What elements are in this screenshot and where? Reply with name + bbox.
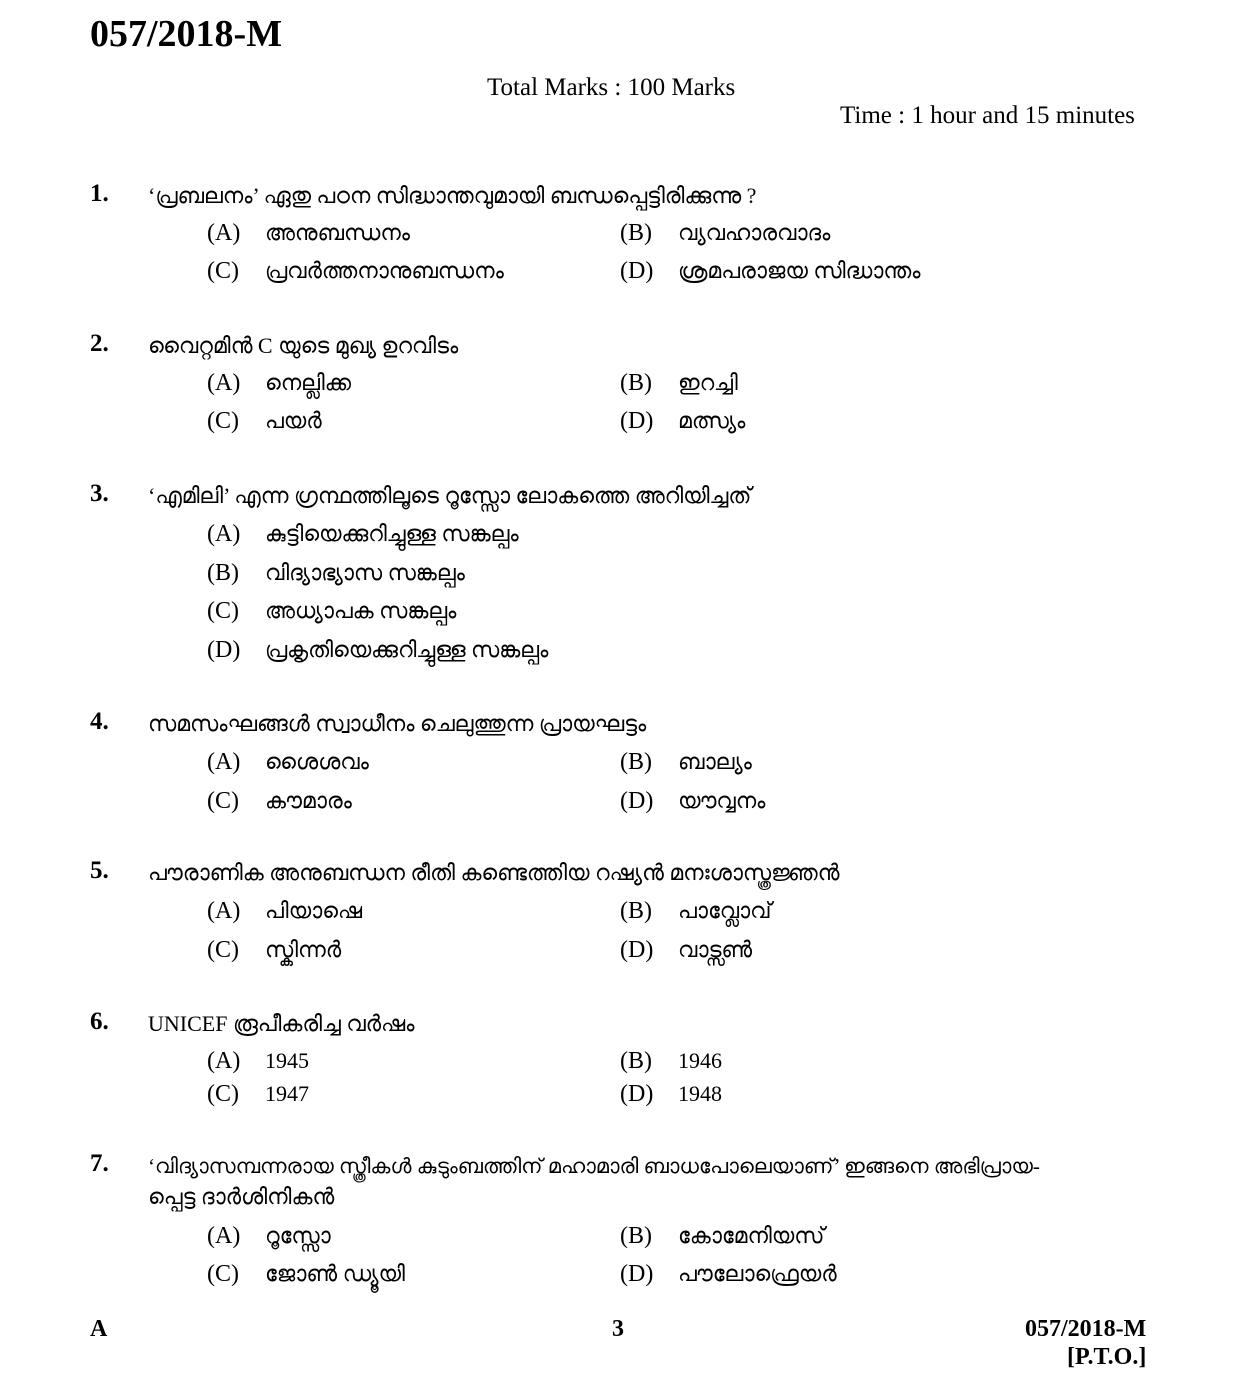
option-b: [620, 1045, 722, 1077]
option-label: (B): [620, 370, 652, 396]
option-b: [620, 367, 738, 399]
option-d: [620, 405, 745, 437]
total-marks: Total Marks : 100 Marks: [487, 74, 736, 101]
question-number: 3.: [90, 480, 109, 507]
question-number: 5.: [90, 857, 109, 884]
option-label: (C): [207, 1081, 239, 1107]
option-text: 1947: [265, 1081, 309, 1106]
series-letter: A: [90, 1316, 108, 1342]
option-label: (D): [620, 258, 654, 284]
option-b: [620, 895, 771, 927]
option-text: നെല്ലിക്ക: [265, 370, 351, 395]
option-a: [207, 518, 519, 550]
option-c: [207, 595, 456, 627]
option-c: [207, 1078, 309, 1110]
option-label: (A): [207, 898, 241, 924]
question-text: സമസംഘങ്ങൾ സ്വാധീനം ചെലുത്തുന്ന പ്രായഘട്ടം: [148, 711, 647, 736]
option-label: (A): [207, 1048, 241, 1074]
option-text: പൗലോഫ്രെയർ: [678, 1261, 837, 1286]
question-number: 7.: [90, 1150, 109, 1177]
footer-paper-code: 057/2018-M: [1025, 1316, 1147, 1342]
option-text: 1946: [678, 1048, 722, 1073]
option-text: പ്രവർത്തനാനുബന്ധനം: [265, 258, 504, 283]
option-b: [620, 1220, 824, 1252]
option-text: റൂസ്സോ: [265, 1223, 331, 1248]
option-label: (C): [207, 788, 239, 814]
option-label: (A): [207, 521, 241, 547]
option-a: [207, 217, 410, 249]
option-c: [207, 1258, 405, 1290]
option-d: [620, 934, 752, 966]
option-label: (B): [620, 1223, 652, 1249]
option-label: (B): [207, 560, 239, 586]
option-text: അനുബന്ധനം: [265, 220, 410, 245]
question-number: 4.: [90, 708, 109, 735]
option-text: വിദ്യാഭ്യാസ സങ്കല്പം: [265, 560, 465, 585]
question-number: 2.: [90, 330, 109, 357]
option-c: [207, 405, 322, 437]
option-label: (D): [620, 1261, 654, 1287]
option-d: [620, 1258, 837, 1290]
option-c: [207, 785, 352, 817]
option-c: [207, 255, 504, 287]
option-label: (B): [620, 220, 652, 246]
option-text: വാട്സൺ: [678, 937, 753, 962]
option-label: (B): [620, 1048, 652, 1074]
question-text-line-1: ‘വിദ്യാസമ്പന്നരായ സ്ത്രീകൾ കുടുംബത്തിന് മഹാമാരി ബാധപോലെയാണ്’ ഇങ്ങനെ അഭിപ്രായ-: [148, 1154, 1040, 1178]
option-label: (A): [207, 370, 241, 396]
option-a: [207, 367, 351, 399]
option-label: (C): [207, 937, 239, 963]
option-d: [207, 634, 548, 666]
question-text: വൈറ്റമിൻ C യുടെ മുഖ്യ ഉറവിടം: [148, 333, 459, 358]
question-number: 1.: [90, 180, 109, 207]
option-label: (D): [620, 788, 654, 814]
option-text: കോമേനിയസ്: [678, 1223, 825, 1248]
option-label: (D): [620, 937, 654, 963]
option-a: [207, 1045, 309, 1077]
question-text-line-2: പ്പെട്ട ദാർശിനികൻ: [148, 1184, 335, 1209]
option-text: മത്സ്യം: [678, 408, 746, 433]
question-text: പൗരാണിക അനുബന്ധന രീതി കണ്ടെത്തിയ റഷ്യൻ മനഃശാസ്ത്രജ്ഞൻ: [148, 860, 840, 885]
question-number: 6.: [90, 1008, 109, 1035]
option-text: ശ്രമപരാജയ സിദ്ധാന്തം: [678, 258, 921, 283]
option-text: 1948: [678, 1081, 722, 1106]
option-b: [207, 557, 465, 589]
option-b: [620, 746, 752, 778]
option-label: (A): [207, 1223, 241, 1249]
option-b: [620, 217, 830, 249]
option-label: (D): [620, 1081, 654, 1107]
option-label: (B): [620, 898, 652, 924]
option-text: പിയാഷെ: [265, 898, 363, 923]
option-d: [620, 785, 765, 817]
time-allowed: Time : 1 hour and 15 minutes: [840, 102, 1135, 129]
option-text: ബാല്യം: [678, 749, 752, 774]
option-text: അധ്യാപക സങ്കല്പം: [265, 598, 457, 623]
page-number: 3: [612, 1316, 624, 1342]
option-text: 1945: [265, 1048, 309, 1073]
option-a: [207, 895, 362, 927]
option-label: (C): [207, 258, 239, 284]
paper-code: 057/2018-M: [90, 13, 283, 55]
question-text: UNICEF രൂപീകരിച്ച വർഷം: [148, 1011, 415, 1036]
option-text: ഇറച്ചി: [678, 370, 738, 395]
option-text: പ്രകൃതിയെക്കുറിച്ചുള്ള സങ്കല്പം: [265, 637, 549, 662]
option-label: (C): [207, 408, 239, 434]
option-c: [207, 934, 341, 966]
option-text: വ്യവഹാരവാദം: [678, 220, 831, 245]
option-label: (D): [620, 408, 654, 434]
option-label: (C): [207, 598, 239, 624]
option-label: (C): [207, 1261, 239, 1287]
option-label: (D): [207, 637, 241, 663]
option-a: [207, 746, 369, 778]
question-text: ‘പ്രബലനം’ ഏതു പഠന സിദ്ധാന്തവുമായി ബന്ധപ്പെട്ടിരിക്കുന്നു ?: [148, 183, 757, 208]
option-d: [620, 1078, 722, 1110]
option-text: കുട്ടിയെക്കുറിച്ചുള്ള സങ്കല്പം: [265, 521, 519, 546]
question-text: ‘എമിലി’ എന്ന ഗ്രന്ഥത്തിലൂടെ റൂസ്സോ ലോകത്തെ അറിയിച്ചത്: [148, 483, 752, 508]
option-label: (B): [620, 749, 652, 775]
option-text: കൗമാരം: [265, 788, 352, 813]
option-label: (A): [207, 220, 241, 246]
option-d: [620, 255, 921, 287]
option-text: ജോൺ ഡ്യൂയി: [265, 1261, 405, 1286]
option-text: പയർ: [265, 408, 322, 433]
option-label: (A): [207, 749, 241, 775]
option-text: യൗവ്വനം: [678, 788, 766, 813]
option-text: പാവ്ലോവ്: [678, 898, 772, 923]
pto-marker: [P.T.O.]: [1067, 1344, 1147, 1370]
option-text: സ്കിന്നർ: [265, 937, 342, 962]
option-text: ശൈശവം: [265, 749, 369, 774]
option-a: [207, 1220, 331, 1252]
